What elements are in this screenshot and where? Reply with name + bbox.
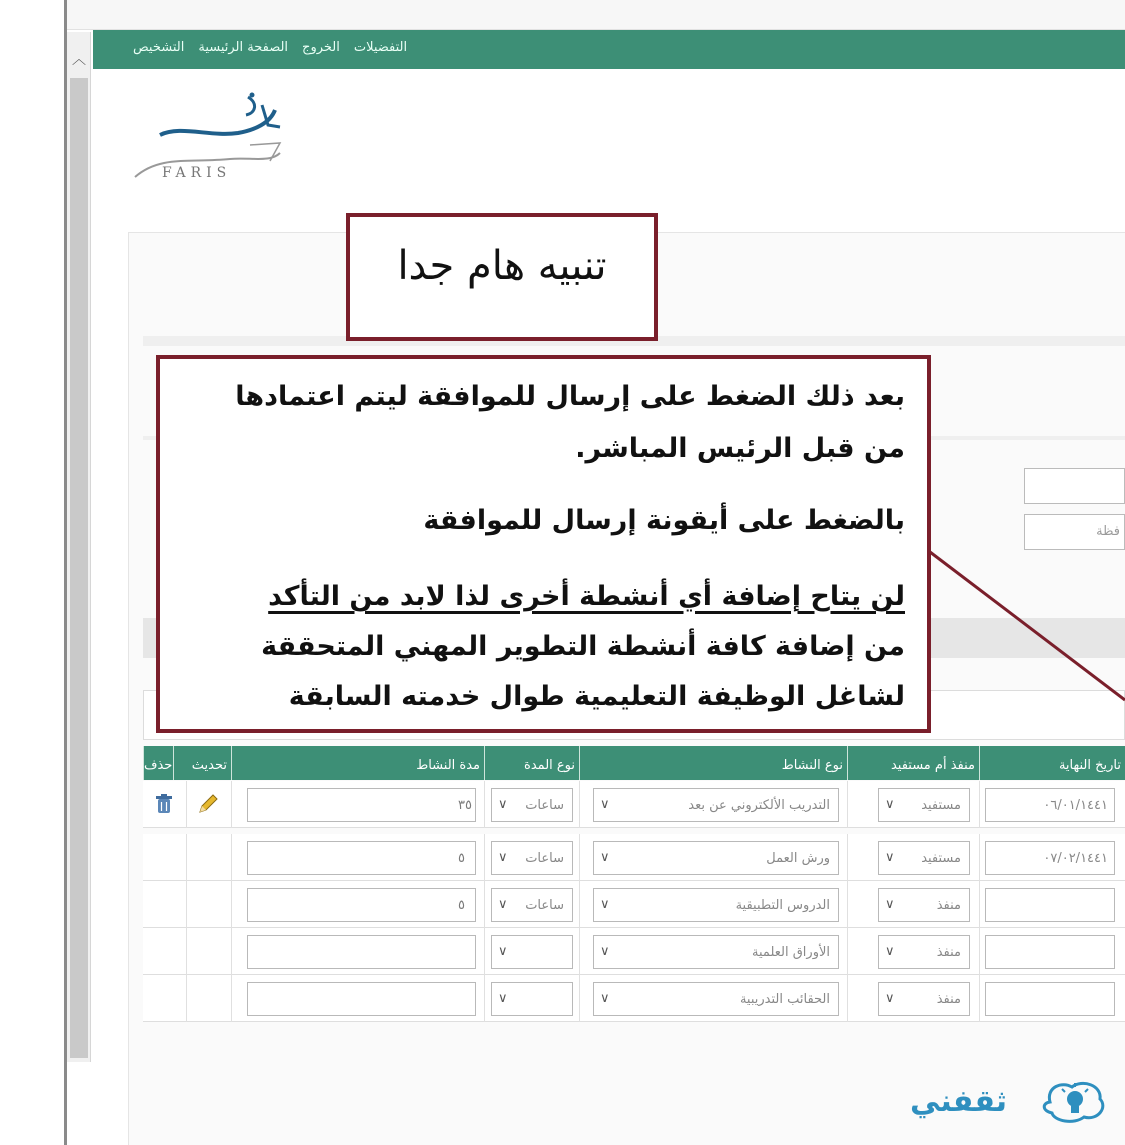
header-activity-type: نوع النشاط [579,746,847,780]
chevron-down-icon: ∨ [885,797,895,812]
chevron-down-icon: ∨ [885,850,895,865]
warning-title: تنبيه هام جدا [397,243,607,289]
duration-value: ٥ [458,898,465,913]
table-row [143,834,1125,881]
header-end-date: تاريخ النهاية [979,746,1125,780]
scrollbar-thumb[interactable] [70,78,88,1058]
warning-line: من إضافة كافة أنشطة التطوير المهني المتحققة [261,631,905,662]
role-value: مستفيد [921,798,961,813]
scroll-up-chevron-icon[interactable]: ︿ [72,52,86,68]
faris-logo [130,85,290,190]
warning-line: بعد ذلك الضغط على إرسال للموافقة ليتم اعتمادها [235,381,905,412]
table-row [143,975,1125,1022]
role-select[interactable] [878,982,970,1016]
lightbulb-icon [1040,1077,1110,1127]
activity-type-value: ورش العمل [766,851,830,866]
activity-type-select[interactable] [593,935,839,969]
duration-input[interactable] [247,935,476,969]
activity-type-select[interactable] [593,982,839,1016]
top-navigation [93,30,1125,69]
warning-line: لشاغل الوظيفة التعليمية طوال خدمته السابقة [288,681,905,712]
end-date-value: ٠٦/٠١/١٤٤١ [1043,798,1108,813]
duration-input[interactable] [247,888,476,922]
end-date-input[interactable] [985,788,1115,822]
end-date-input[interactable] [985,935,1115,969]
duration-type-value: ساعات [525,898,564,913]
header-duration-type: نوع المدة [484,746,579,780]
chevron-down-icon: ∨ [600,897,610,912]
duration-type-value: ساعات [525,798,564,813]
chevron-down-icon: ∨ [498,850,508,865]
pencil-icon[interactable] [197,793,219,815]
chevron-down-icon: ∨ [498,991,508,1006]
input-text-fragment: فظة [1096,524,1120,539]
activity-type-value: الحقائب التدريبية [739,992,830,1007]
duration-type-select[interactable] [491,935,573,969]
nav-logout[interactable]: الخروج [302,40,340,55]
role-select[interactable] [878,935,970,969]
logo-text: FARIS [162,165,232,181]
duration-input[interactable] [247,982,476,1016]
duration-type-select[interactable] [491,982,573,1016]
brand-watermark [910,1072,1110,1132]
chevron-down-icon: ∨ [600,944,610,959]
table-header [143,746,1125,780]
nav-diagnosis[interactable]: التشخيص [133,40,185,55]
role-value: مستفيد [921,851,961,866]
activity-type-value: التدريب الألكتروني عن بعد [688,798,830,813]
header-delete: حذف [143,746,173,780]
end-date-input[interactable] [985,841,1115,875]
role-select[interactable] [878,788,970,822]
nav-home[interactable]: الصفحة الرئيسية [198,40,289,55]
table-row [143,928,1125,975]
end-date-input[interactable] [985,982,1115,1016]
chevron-down-icon: ∨ [885,991,895,1006]
duration-type-select[interactable] [491,788,573,822]
warning-body-box [156,355,931,733]
end-date-input[interactable] [985,888,1115,922]
top-bar [67,0,1125,30]
role-value: منفذ [936,992,961,1007]
brand-text: ثقفني [910,1084,1008,1119]
header-update: تحديث [173,746,231,780]
chevron-down-icon: ∨ [885,944,895,959]
end-date-value: ٠٧/٠٢/١٤٤١ [1043,851,1108,866]
duration-type-select[interactable] [491,888,573,922]
duration-input[interactable] [247,841,476,875]
chevron-down-icon: ∨ [600,991,610,1006]
warning-line: من قبل الرئيس المباشر. [575,433,905,464]
left-margin [0,0,66,1145]
activity-type-value: الأوراق العلمية [752,945,830,960]
role-value: منفذ [936,898,961,913]
trash-icon[interactable] [153,793,175,815]
chevron-down-icon: ∨ [498,797,508,812]
duration-type-select[interactable] [491,841,573,875]
warning-title-box [346,213,658,341]
chevron-down-icon: ∨ [600,797,610,812]
warning-line: لن يتاح إضافة أي أنشطة أخرى لذا لابد من التأكد [268,581,905,612]
role-select[interactable] [878,841,970,875]
chevron-down-icon: ∨ [600,850,610,865]
role-value: منفذ [936,945,961,960]
activity-type-select[interactable] [593,788,839,822]
header-duration: مدة النشاط [231,746,484,780]
chevron-down-icon: ∨ [885,897,895,912]
duration-value: ٣٥ [458,798,472,813]
role-select[interactable] [878,888,970,922]
nav-preferences[interactable]: التفضيلات [353,40,408,55]
form-input[interactable] [1024,514,1125,550]
duration-type-value: ساعات [525,851,564,866]
activity-type-value: الدروس التطبيقية [735,898,830,913]
activity-type-select[interactable] [593,888,839,922]
table-row [143,781,1125,828]
activity-type-select[interactable] [593,841,839,875]
warning-line: بالضغط على أيقونة إرسال للموافقة [423,505,905,536]
duration-input[interactable] [247,788,476,822]
nav-links [133,40,407,55]
header-role: منفذ أم مستفيد [847,746,979,780]
duration-value: ٥ [458,851,465,866]
table-row [143,881,1125,928]
chevron-down-icon: ∨ [498,944,508,959]
chevron-down-icon: ∨ [498,897,508,912]
form-input[interactable] [1024,468,1125,504]
